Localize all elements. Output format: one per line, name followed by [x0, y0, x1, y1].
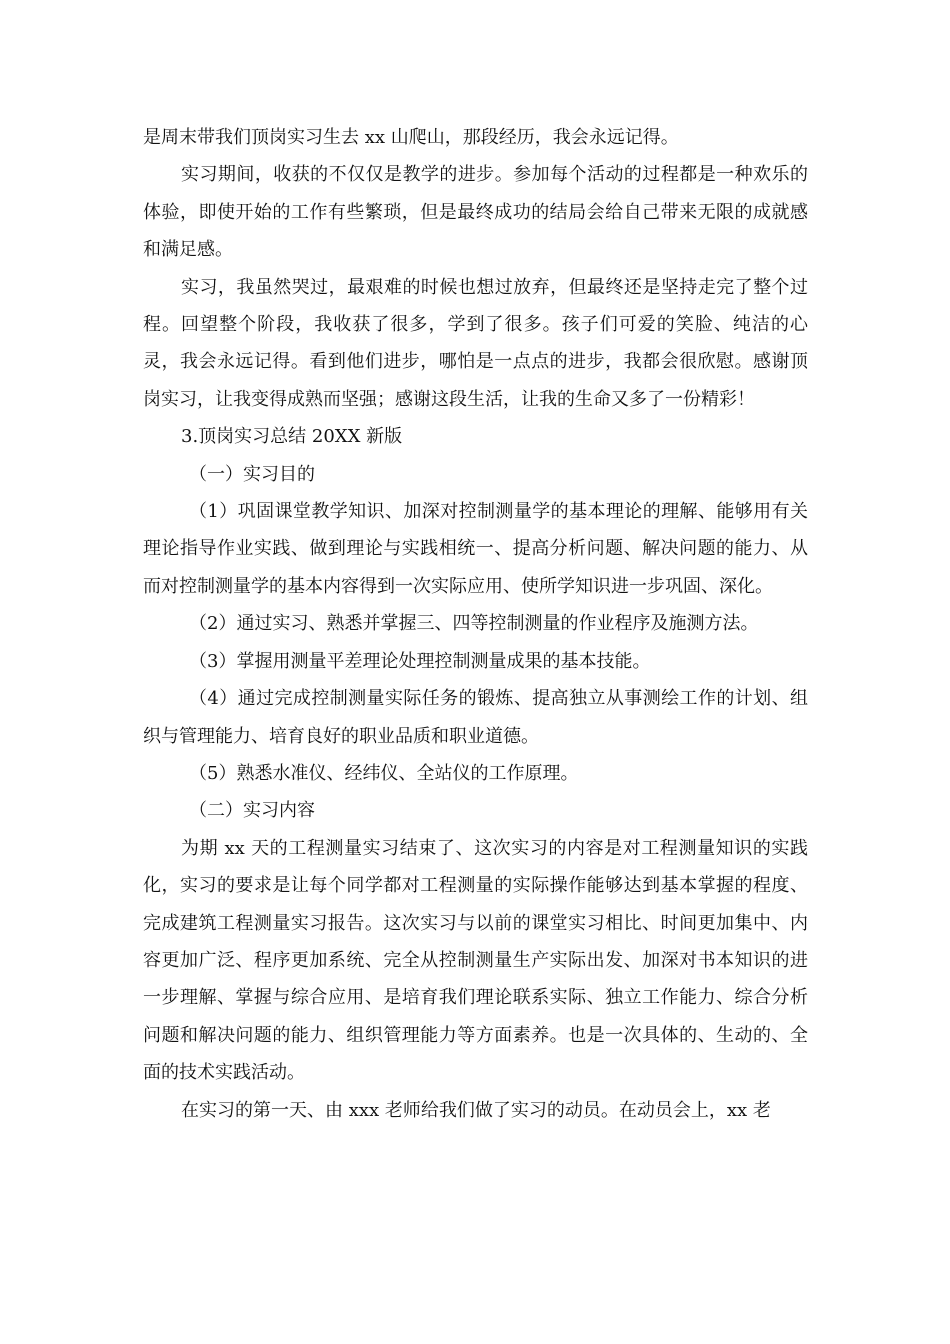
goal-item-2: （2）通过实习、熟悉并掌握三、四等控制测量的作业程序及施测方法。 [189, 613, 759, 635]
section-heading: 3.顶岗实习总结 20XX 新版 [181, 426, 403, 448]
subsection-heading-goals: （一）实习目的 [189, 463, 315, 485]
paragraph-reflection: 实习，我虽然哭过，最艰难的时候也想过放弃，但最终还是坚持走完了整个过程。回望整个阶段，我收获了很多，学到了很多。孩子们可爱的笑脸、纯洁的心灵，我会永远记得。看到他们进步，哪怕是一点点的进步，我都会很欣慰。感谢顶岗实习，让我变得成熟而坚强；感谢这段生活，让我的生命又多了一份精彩！ [143, 276, 808, 410]
paragraph-content: 为期 xx 天的工程测量实习结束了、这次实习的内容是对工程测量知识的实践化，实习的要求是让每个同学都对工程测量的实际操作能够达到基本掌握的程度、完成建筑工程测量实习报告。这次实习与以前的课堂实习相比、时间更加集中、内容更加广泛、程序更加系统、完全从控制测量生产实际出发、加深对书本知识的进一步理解、掌握与综合应用、是培育我们理论联系实际、独立工作能力、综合分析问题和解决问题的能力、组织管理能力等方面素养。也是一次具体的、生动的、全面的技术实践活动。 [143, 837, 808, 1084]
paragraph-first-day: 在实习的第一天、由 xxx 老师给我们做了实习的动员。在动员会上，xx 老 [181, 1099, 771, 1121]
paragraph-harvest: 实习期间，收获的不仅仅是教学的进步。参加每个活动的过程都是一种欢乐的体验，即使开始的工作有些繁琐，但是最终成功的结局会给自己带来无限的成就感和满足感。 [143, 164, 808, 261]
goal-item-5: （5）熟悉水准仪、经纬仪、全站仪的工作原理。 [189, 762, 579, 784]
subsection-heading-content: （二）实习内容 [189, 800, 315, 822]
goal-item-4: （4）通过完成控制测量实际任务的锻炼、提高独立从事测绘工作的计划、组织与管理能力、培育良好的职业品质和职业道德。 [143, 688, 808, 747]
document-body [143, 119, 808, 1129]
paragraph-continuation: 是周末带我们顶岗实习生去 xx 山爬山，那段经历，我会永远记得。 [143, 127, 679, 148]
goal-item-3: （3）掌握用测量平差理论处理控制测量成果的基本技能。 [189, 650, 651, 672]
goal-item-1: （1）巩固课堂教学知识、加深对控制测量学的基本理论的理解、能够用有关理论指导作业实践、做到理论与实践相统一、提高分析问题、解决问题的能力、从而对控制测量学的基本内容得到一次实际应用、使所学知识进一步巩固、深化。 [143, 501, 808, 597]
